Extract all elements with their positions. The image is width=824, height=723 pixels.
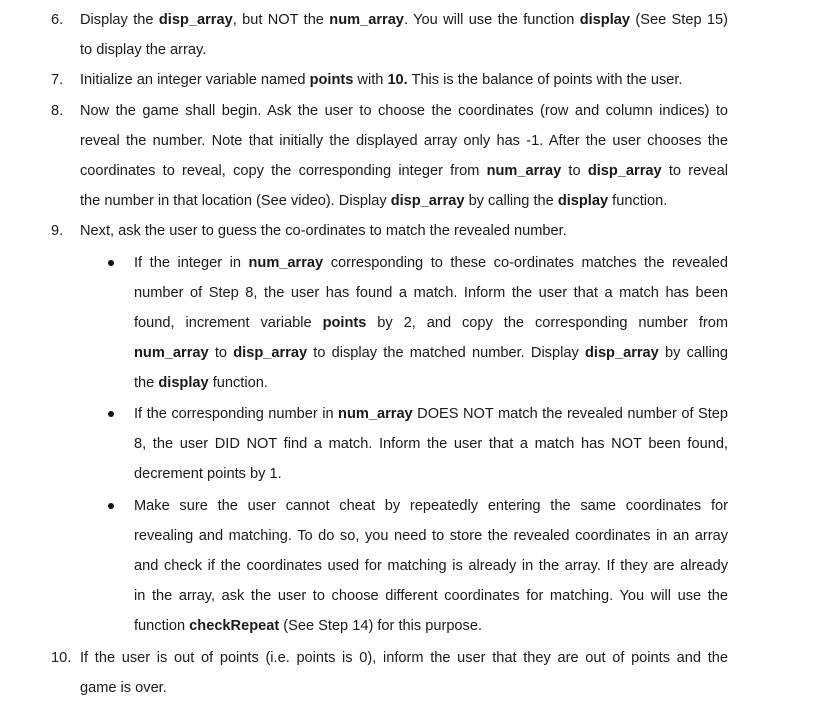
step-number: 6. <box>51 12 64 28</box>
bullet-text-line: number of Step 8, the user has found a match. Inform the user that a match has been <box>134 285 728 301</box>
bold-term: disp_array <box>233 345 308 361</box>
step-number: 9. <box>51 223 64 239</box>
step-text-line: If the user is out of points (i.e. points is 0), inform the user that they are out of points and the <box>80 650 728 666</box>
bold-term: disp_array <box>158 12 233 28</box>
step-text-line: game is over. <box>80 680 167 696</box>
bullet-dot <box>108 503 114 509</box>
bold-term: num_array <box>329 12 404 28</box>
bullet-dot <box>108 260 114 266</box>
bold-term: display <box>158 375 209 391</box>
bullet-text-line: in the array, ask the user to choose different coordinates for matching. You will use the <box>134 588 728 604</box>
step-text-line: Display the disp_array, but NOT the num_array. You will use the function display (See Step 15) <box>80 12 729 28</box>
bullet-text-line: the display function. <box>134 375 268 391</box>
bullet-text-line: decrement points by 1. <box>134 466 282 482</box>
bullet-text-line: 8, the user DID NOT find a match. Inform the user that a match has NOT been found, <box>134 436 728 452</box>
bullet-text-line: If the integer in num_array corresponding to these co-ordinates matches the revealed <box>134 255 728 271</box>
bullet-text-line: Make sure the user cannot cheat by repeatedly entering the same coordinates for <box>134 498 728 514</box>
bold-term: points <box>322 315 367 331</box>
bullet-text-line: revealing and matching. To do so, you need to store the revealed coordinates in an array <box>134 528 728 544</box>
step-number: 10. <box>51 650 72 666</box>
bold-term: num_array <box>134 345 209 361</box>
bold-term: display <box>579 12 630 28</box>
step-number: 7. <box>51 72 64 88</box>
step-text-line: Next, ask the user to guess the co-ordinates to match the revealed number. <box>80 223 567 239</box>
bold-term: points <box>309 72 354 88</box>
bold-term: num_array <box>486 163 562 179</box>
step-text-line: coordinates to reveal, copy the corresponding integer from num_array to disp_array to reveal <box>80 163 728 179</box>
bullet-text-line: function checkRepeat (See Step 14) for this purpose. <box>134 618 483 634</box>
bold-term: checkRepeat <box>189 618 280 634</box>
bold-term: 10. <box>387 72 408 88</box>
bullet-dot <box>108 411 114 417</box>
bold-term: num_array <box>248 255 324 271</box>
bullet-text-line: If the corresponding number in num_array DOES NOT match the revealed number of Step <box>134 406 728 422</box>
step-number: 8. <box>51 103 64 119</box>
bold-term: disp_array <box>584 345 659 361</box>
step-text-line: Initialize an integer variable named points with 10. This is the balance of points with the user. <box>80 72 683 88</box>
bullet-text-line: and check if the coordinates used for matching is already in the array. If they are already <box>134 558 728 574</box>
bold-term: display <box>557 193 609 209</box>
bullet-text-line: num_array to disp_array to display the matched number. Display disp_array by calling <box>134 345 728 361</box>
bold-term: disp_array <box>587 163 662 179</box>
bold-term: disp_array <box>390 193 465 209</box>
step-text-line: Now the game shall begin. Ask the user to choose the coordinates (row and column indices) to <box>80 103 728 119</box>
step-text-line: the number in that location (See video). Display disp_array by calling the display function. <box>80 193 668 209</box>
step-text-line: reveal the number. Note that initially the displayed array only has -1. After the user chooses the <box>80 133 728 149</box>
bullet-text-line: found, increment variable points by 2, and copy the corresponding number from <box>134 315 729 331</box>
step-text-line: to display the array. <box>80 42 207 58</box>
bold-term: num_array <box>338 406 413 422</box>
